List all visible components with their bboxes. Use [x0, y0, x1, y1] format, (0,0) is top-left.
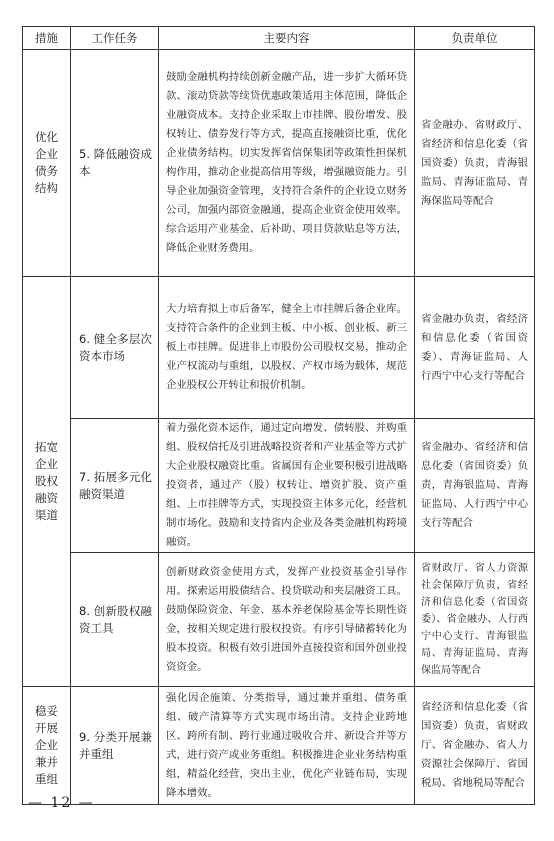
content-text: 强化因企施策、分类指导，通过兼并重组、债务重组、破产清算等方式实现市场出清。支持企业跨地区、跨所有制、跨行业通过吸收合并、新设合并等方式，进行资产或业务重组。积极推进企业业务结构重组，精益化经营，突出主业，优化产业链布局，实现降本增效。 [166, 691, 407, 799]
table-header-row [23, 27, 535, 50]
measure-label: 优化企业债务结构 [35, 130, 58, 195]
table-row [23, 50, 535, 277]
units-cell [415, 553, 535, 687]
task-label: 9. 分类开展兼并重组 [79, 729, 152, 761]
task-label: 5. 降低融资成本 [79, 147, 152, 178]
header-content: 主要内容 [159, 27, 415, 50]
content-text: 鼓励金融机构持续创新金融产品，进一步扩大循环贷款、滚动贷款等续贷优惠政策适用主体范围，降低企业融资成本。支持企业采取上市挂牌、股份增发、股权转让、债券发行等方式，提高直接融资比重，优化企业债务结构。切实发挥省信保集团等政策性担保机构作用，推动企业提高信用等级，增强融资能力。引导企业加强资金管理，支持符合条件的企业设立财务公司，加强内部资金融通，提高企业资金使用效率。综合运用产业基金、后补助、项目贷款贴息等方法，降低企业财务费用。 [166, 71, 407, 254]
measure-label: 稳妥开展企业兼并重组 [35, 704, 58, 786]
task-label: 7. 拓展多元化融资渠道 [79, 469, 152, 501]
content-cell [159, 50, 415, 277]
units-text: 省金融办、省经济和信息化委（省国资委）负责，青海银监局、青海证监局、人行西宁中心支行等配合 [421, 441, 528, 529]
header-measure: 措施 [23, 27, 71, 50]
task-cell [71, 419, 159, 553]
task-label: 8. 创新股权融资工具 [79, 603, 152, 635]
content-text: 着力强化资本运作，通过定向增发、债转股、并购重组、股权信托及引进战略投资者和产业基金等方式扩大企业股权融资比重。省属国有企业要积极引进战略投资者，通过产（股）权转让、增资扩股、资产重组、上市挂牌等方式，实现投资主体多元化，经营机制市场化。鼓励和支持省内企业及各类金融机构跨境融资。 [166, 422, 407, 548]
task-cell [71, 553, 159, 687]
content-cell [159, 419, 415, 553]
content-text: 大力培育拟上市后备军，健全上市挂牌后备企业库。支持符合条件的企业到主板、中小板、创业板、新三板上市挂牌。促进非上市股份公司股权交易，推动企业产权流动与重组，以股权、产权市场为载体，规范企业股权公开转让和报价机制。 [166, 303, 407, 391]
table-row [23, 419, 535, 553]
units-text: 省金融办负责，省经济和信息化委（省国资委）、青海证监局、人行西宁中心支行等配合 [421, 312, 528, 382]
table-row [23, 687, 535, 805]
task-cell [71, 277, 159, 419]
content-cell [159, 277, 415, 419]
measure-cell [23, 50, 71, 277]
measure-cell [23, 277, 71, 687]
units-cell [415, 687, 535, 805]
content-cell [159, 553, 415, 687]
task-label: 6. 健全多层次资本市场 [79, 331, 152, 363]
table-row [23, 553, 535, 687]
table-row [23, 277, 535, 419]
measures-table [22, 26, 535, 805]
header-task: 工作任务 [71, 27, 159, 50]
page-number: — 12 — [28, 795, 95, 811]
units-cell [415, 419, 535, 553]
header-units: 负责单位 [415, 27, 535, 50]
task-cell [71, 50, 159, 277]
units-text: 省经济和信息化委（省国资委）负责，省财政厅、省金融办、省人力资源社会保障厅、省国税局、省地税局等配合 [421, 701, 528, 789]
units-cell [415, 277, 535, 419]
units-text: 省财政厅、省人力资源社会保障厅负责，省经济和信息化委（省国资委）、省金融办、人行西宁中心支行、青海银监局、青海证监局、青海保监局等配合 [421, 563, 528, 676]
measure-cell [23, 687, 71, 805]
content-text: 创新财政资金使用方式，发挥产业投资基金引导作用。探索运用股债结合、投贷联动和夹层融资工具。鼓励保险资金、年金、基本养老保险基金等长期性资金，按相关规定进行股权投资。有序引导储蓄转化为股本投资。积极有效引进国外直接投资和国外创业投资资金。 [166, 565, 407, 673]
units-cell [415, 50, 535, 277]
units-text: 省金融办、省财政厅、省经济和信息化委（省国资委）负责，青海银监局、青海证监局、青海保监局等配合 [421, 118, 528, 207]
task-cell [71, 687, 159, 805]
measure-label: 拓宽企业股权融资渠道 [35, 440, 58, 522]
content-cell [159, 687, 415, 805]
